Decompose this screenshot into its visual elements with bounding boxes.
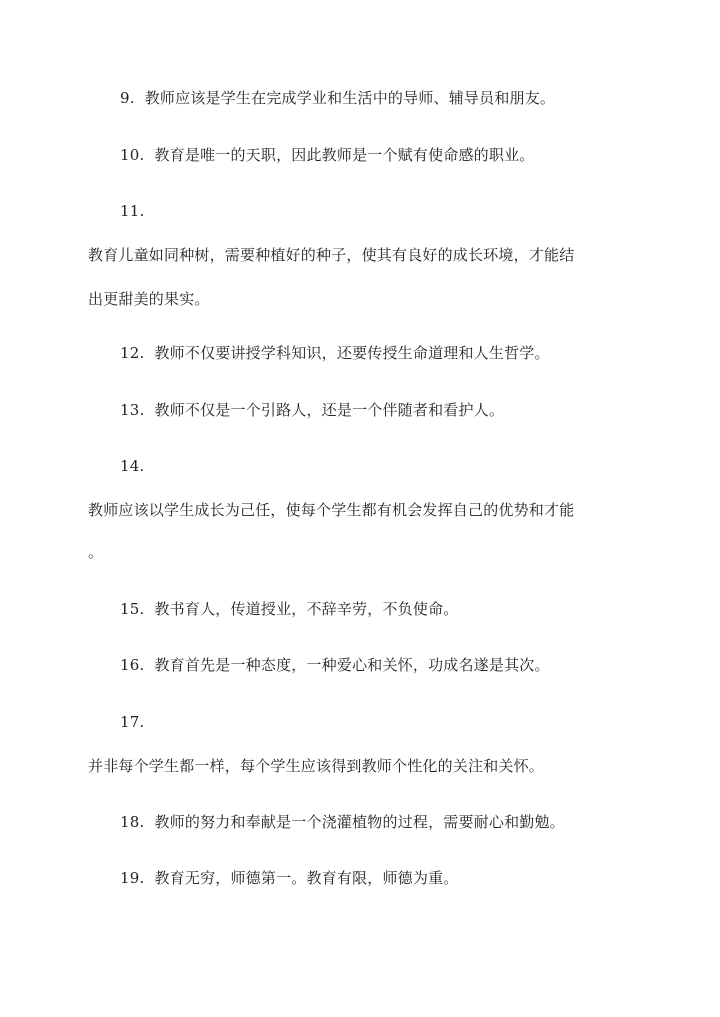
item-text: 教育首先是一种态度，一种爱心和关怀，功成名遂是其次。 [154, 656, 550, 674]
item-text: 教育无穷，师德第一。教育有限，师德为重。 [154, 869, 459, 887]
item-text-continued: 出更甜美的果实。 [88, 290, 210, 308]
item-number: 17. [120, 713, 145, 731]
list-item [120, 868, 458, 888]
item-text: 教师应该以学生成长为己任，使每个学生都有机会发挥自己的优势和才能 [88, 501, 575, 519]
item-number: 18. [120, 813, 145, 831]
item-number: 10. [120, 146, 145, 164]
item-number: 15. [120, 600, 145, 618]
item-text: 教育儿童如同种树，需要种植好的种子，使其有良好的成长环境，才能结 [88, 246, 575, 264]
item-number: 14. [120, 457, 145, 475]
item-text: 教师不仅是一个引路人，还是一个伴随者和看护人。 [154, 401, 505, 419]
list-item [120, 343, 550, 363]
list-item [120, 88, 555, 108]
item-text: 并非每个学生都一样，每个学生应该得到教师个性化的关注和关怀。 [88, 757, 545, 775]
list-item [120, 145, 534, 165]
item-text: 教书育人，传道授业，不辞辛劳，不负使命。 [154, 600, 459, 618]
item-text: 教师的努力和奉献是一个浇灌植物的过程，需要耐心和勤勉。 [154, 813, 565, 831]
item-number: 13. [120, 401, 145, 419]
list-item [120, 400, 504, 420]
item-text: 教师不仅要讲授学科知识，还要传授生命道理和人生哲学。 [154, 344, 550, 362]
item-number: 19. [120, 869, 145, 887]
list-item [120, 599, 458, 619]
item-text: 教师应该是学生在完成学业和生活中的导师、辅导员和朋友。 [144, 89, 556, 107]
item-number: 9. [120, 89, 135, 107]
item-text: 教育是唯一的天职，因此教师是一个赋有使命感的职业。 [154, 146, 535, 164]
item-text-continued: 。 [88, 543, 104, 561]
item-number: 16. [120, 656, 145, 674]
item-number: 12. [120, 344, 145, 362]
list-item [120, 655, 550, 675]
list-item [120, 812, 565, 832]
item-number: 11. [120, 202, 145, 220]
